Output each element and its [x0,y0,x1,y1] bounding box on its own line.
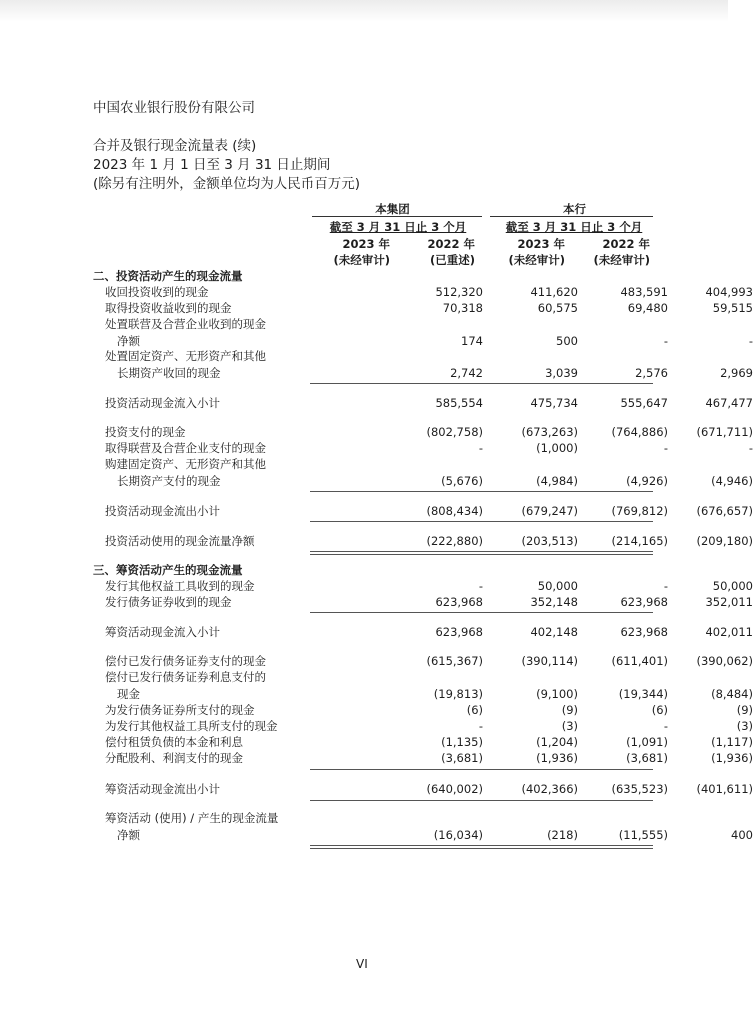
col2-year: 2022 年 [427,237,475,251]
table-row: 净额 174 500 - - [117,334,753,348]
total-double-rule [310,551,653,555]
subtotal-rule [310,491,653,492]
col3-note: (未经审计) [508,253,565,267]
col4-note: (未经审计) [593,253,650,267]
col1-year: 2023 年 [342,237,390,251]
table-row: 筹资活动现金流出小计 (640,002) (402,366) (635,523) (401,611) [105,782,753,796]
table-row: 取得投资收益收到的现金 70,318 60,575 69,480 59,515 [105,301,753,315]
group-period-sub: 截至 3 月 31 日止 3 个月 [329,220,467,234]
page-number: VI [356,957,368,971]
table-row: 收回投资收到的现金 512,320 411,620 483,591 404,993 [105,285,753,299]
bank-header-rule [490,216,653,217]
table-row: 投资活动使用的现金流量净额 (222,880) (203,513) (214,165) (209,180) [105,534,753,548]
table-row: 发行债务证券收到的现金 623,968 352,148 623,968 352,011 [105,595,753,609]
table-row: 现金 (19,813) (9,100) (19,344) (8,484) [117,687,753,701]
col1-note: (未经审计) [333,253,390,267]
table-row: 为发行其他权益工具所支付的现金 - (3) - (3) [105,719,753,733]
subtotal-rule [310,383,653,384]
table-row: 长期资产支付的现金 (5,676) (4,984) (4,926) (4,946) [117,474,753,488]
col4-year: 2022 年 [602,237,650,251]
table-row: 筹资活动 (使用) / 产生的现金流量 [105,811,279,825]
subtotal-rule [310,612,653,613]
table-row: 处置固定资产、无形资产和其他 [105,349,266,363]
table-row: 偿付已发行债务证券利息支付的 [105,670,266,684]
table-row: 投资活动现金流出小计 (808,434) (679,247) (769,812) (676,657) [105,504,753,518]
subtotal-rule [310,521,653,522]
statement-period: 2023 年 1 月 1 日至 3 月 31 日止期间 [93,157,331,173]
group-header-rule [312,216,482,217]
company-name: 中国农业银行股份有限公司 [93,100,255,116]
subtotal-rule [310,769,653,770]
subtotal-rule [310,800,653,801]
table-row: 偿付租赁负债的本金和利息 (1,135) (1,204) (1,091) (1,117) [105,735,753,749]
bank-period-sub: 截至 3 月 31 日止 3 个月 [505,220,643,234]
table-row: 长期资产收回的现金 2,742 3,039 2,576 2,969 [117,366,753,380]
unit-note: (除另有注明外，金额单位均为人民币百万元) [93,176,361,192]
scan-top-shadow [0,0,728,22]
bank-header: 本行 [563,202,586,216]
col3-year: 2023 年 [517,237,565,251]
col2-note: (已重述) [429,253,475,267]
statement-title: 合并及银行现金流量表 (续) [93,138,257,154]
table-row: 处置联营及合营企业收到的现金 [105,317,266,331]
table-row: 净额 (16,034) (218) (11,555) 400 [117,828,753,842]
table-row: 三、筹资活动产生的现金流量 [93,563,243,577]
table-row: 投资活动现金流入小计 585,554 475,734 555,647 467,477 [105,396,753,410]
table-row: 购建固定资产、无形资产和其他 [105,457,266,471]
table-row: 分配股利、利润支付的现金 (3,681) (1,936) (3,681) (1,936) [105,751,753,765]
table-row: 为发行债务证券所支付的现金 (6) (9) (6) (9) [105,703,753,717]
table-row: 二、投资活动产生的现金流量 [93,269,243,283]
table-row: 偿付已发行债务证券支付的现金 (615,367) (390,114) (611,401) (390,062) [105,654,753,668]
table-row: 筹资活动现金流入小计 623,968 402,148 623,968 402,011 [105,625,753,639]
table-row: 发行其他权益工具收到的现金 - 50,000 - 50,000 [105,579,753,593]
group-header: 本集团 [375,202,410,216]
total-double-rule [310,845,653,849]
table-row: 取得联营及合营企业支付的现金 - (1,000) - - [105,441,753,455]
table-row: 投资支付的现金 (802,758) (673,263) (764,886) (671,711) [105,425,753,439]
